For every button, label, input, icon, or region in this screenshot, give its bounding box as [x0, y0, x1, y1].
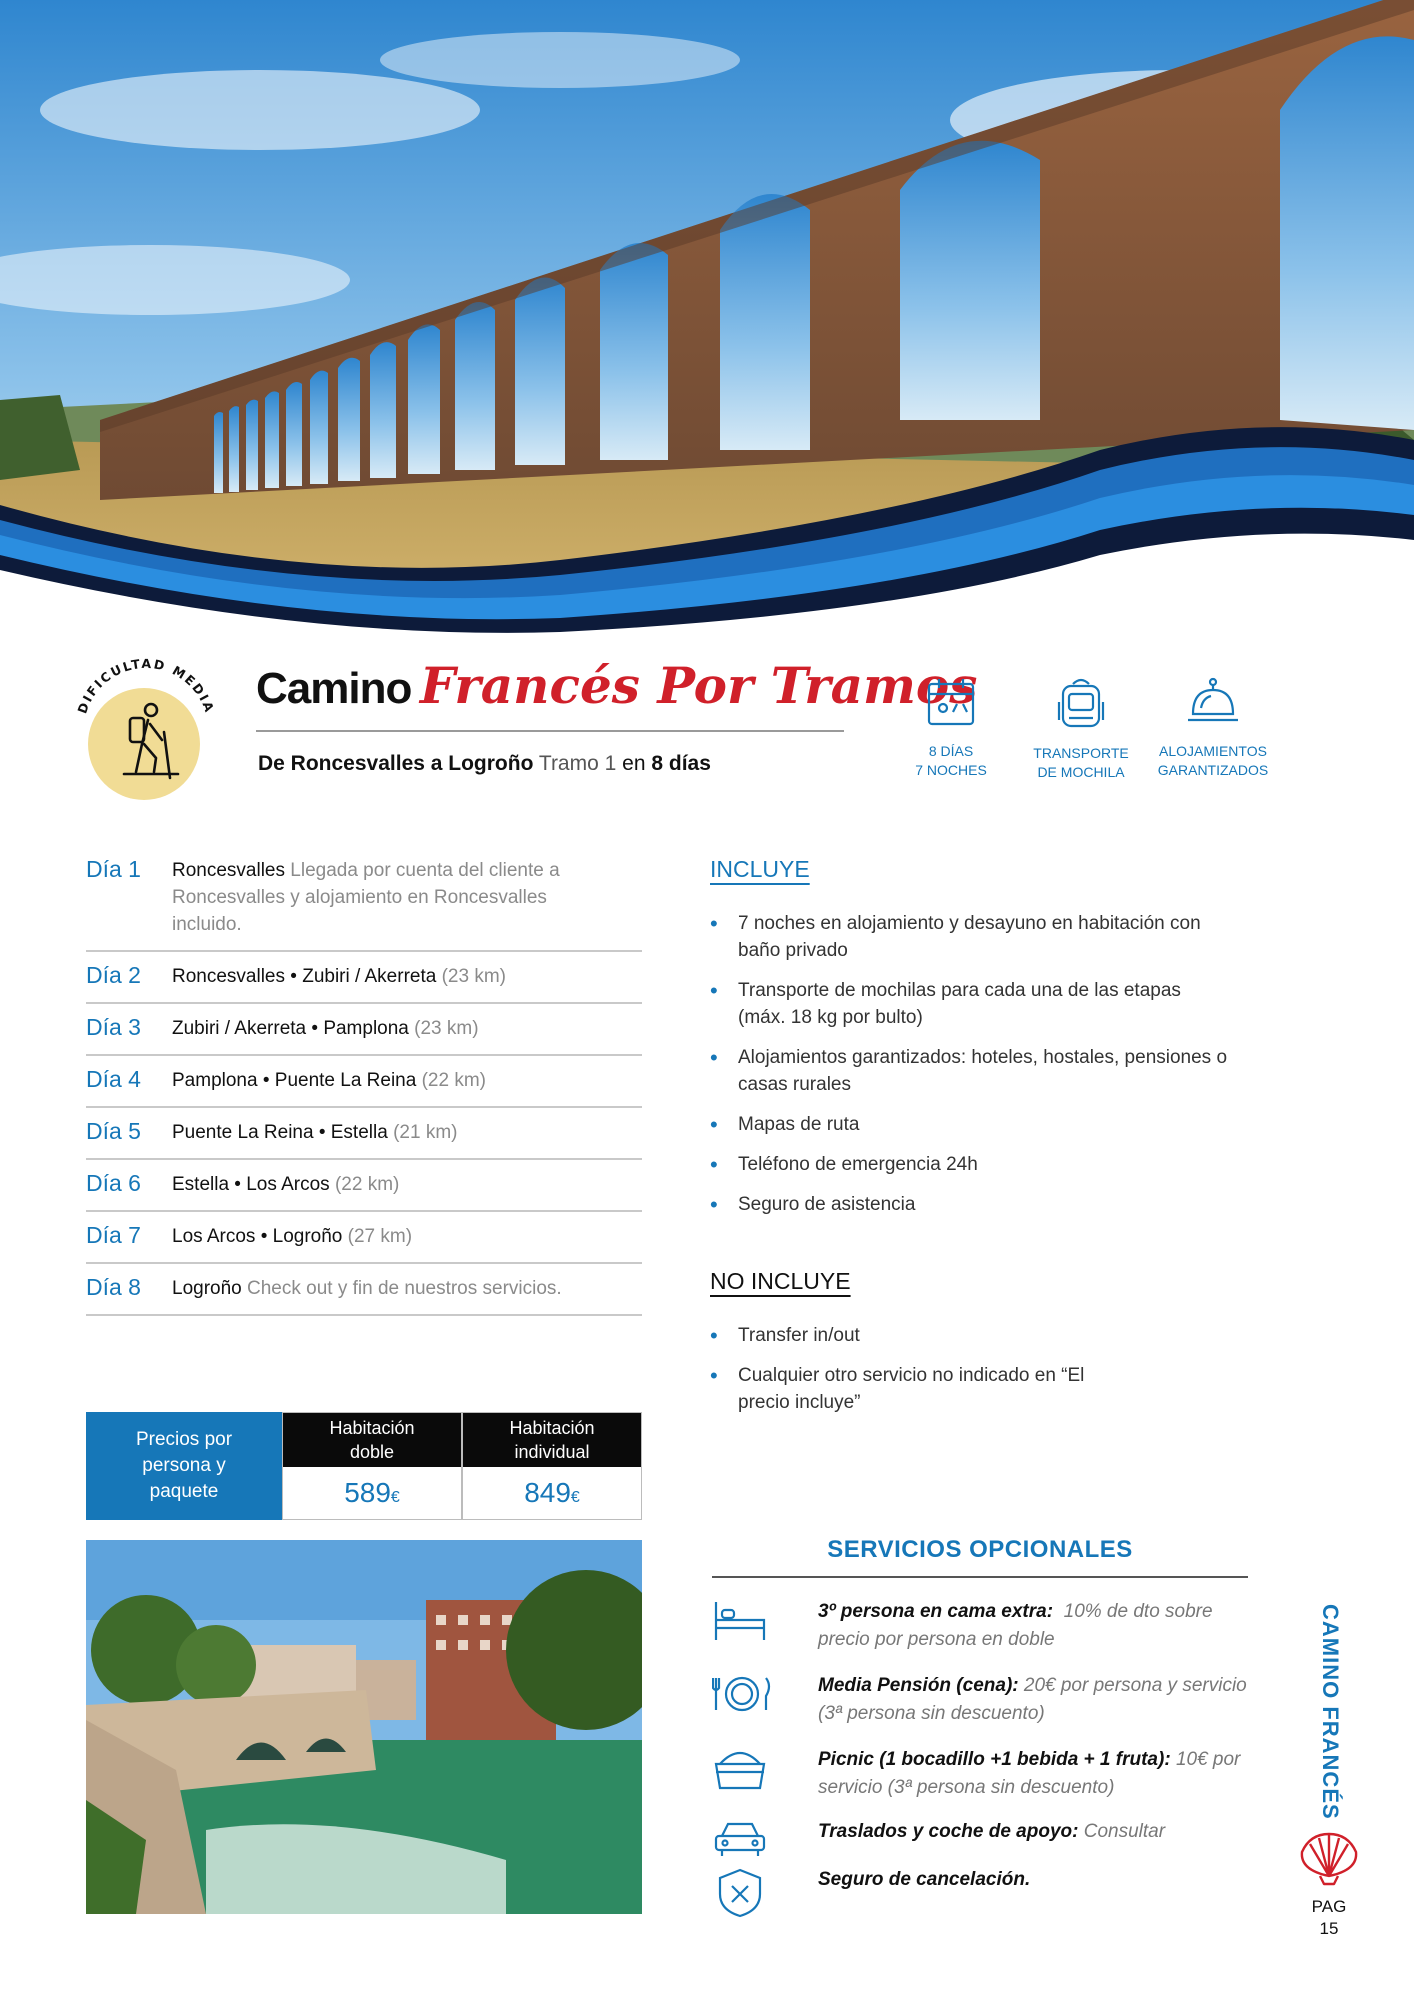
feature-lodging-line1: ALOJAMIENTOS	[1159, 743, 1267, 759]
list-item: • 7 noches en alojamiento y desayuno en habitación con baño privado	[710, 910, 1230, 964]
day-label: Día 2	[86, 962, 141, 988]
price-double-head	[283, 1413, 461, 1467]
currency-symbol: €	[390, 1489, 400, 1506]
itinerary-row	[86, 952, 642, 1004]
optional-item	[712, 1866, 1252, 1936]
day-route: Los Arcos • Logroño	[172, 1226, 343, 1247]
optional-services-divider	[712, 1576, 1248, 1578]
bridge-photo	[86, 1540, 642, 1914]
price-single-head	[463, 1413, 641, 1467]
page-title	[256, 656, 978, 736]
day-text	[172, 962, 506, 990]
day-route: Roncesvalles	[172, 860, 285, 881]
title-frances-por-tramos: Francés Por Tramos	[419, 656, 978, 715]
feature-backpack-line1: TRANSPORTE	[1033, 745, 1129, 761]
itinerary-list	[86, 852, 642, 1316]
optional-text	[818, 1746, 1252, 1802]
day-text	[172, 1274, 562, 1302]
feature-days-line1: 8 DÍAS	[928, 743, 974, 759]
not-included-list	[710, 1322, 1230, 1429]
feature-days-line2: 7 NOCHES	[915, 762, 987, 778]
side-section-label	[1300, 1604, 1360, 1820]
hero-aqueduct-photo	[0, 0, 1414, 640]
itinerary-row	[86, 1108, 642, 1160]
optional-title: Seguro de cancelación.	[818, 1869, 1031, 1890]
feature-backpack-line2: DE MOCHILA	[1037, 764, 1125, 780]
day-detail: (22 km)	[334, 1174, 400, 1195]
list-item: • Mapas de ruta	[710, 1111, 1230, 1138]
side-section-text: CAMINO FRANCÉS	[1318, 1604, 1343, 1820]
price-double	[282, 1412, 462, 1520]
price-single-value	[463, 1467, 641, 1519]
optional-title: Picnic (1 bocadillo +1 bebida + 1 fruta):	[818, 1749, 1171, 1770]
list-item: • Teléfono de emergencia 24h	[710, 1151, 1230, 1178]
page-number-value: 15	[1319, 1919, 1339, 1938]
day-detail: Llegada por cuenta del cliente a Roncesvalles y alojamiento en Roncesvalles incluido.	[172, 860, 560, 935]
page-label: PAG	[1311, 1897, 1347, 1916]
list-item: • Cualquier otro servicio no indicado en “El precio incluye”	[710, 1362, 1118, 1416]
price-single-amount: 849	[524, 1477, 571, 1508]
optional-text	[818, 1598, 1252, 1654]
optional-text	[818, 1866, 1252, 1894]
subtitle-tramo: Tramo 1	[538, 752, 617, 775]
day-detail: (23 km)	[414, 1018, 479, 1039]
optional-item	[712, 1598, 1252, 1668]
day-route: Puente La Reina • Estella	[172, 1122, 388, 1143]
itinerary-row	[86, 1160, 642, 1212]
feature-backpack	[1016, 676, 1146, 782]
day-detail: Check out y fin de nuestros servicios.	[247, 1278, 562, 1299]
optional-title: Media Pensión (cena):	[818, 1675, 1019, 1696]
price-table	[86, 1412, 642, 1520]
price-double-amount: 589	[344, 1477, 391, 1508]
day-text	[172, 1118, 457, 1146]
optional-detail: 20€ por persona y servicio (3ª persona sin descuento)	[818, 1675, 1247, 1724]
feature-lodging	[1148, 676, 1278, 780]
difficulty-label: DIFICULTAD MEDIA	[74, 655, 218, 716]
optional-text	[818, 1818, 1252, 1846]
day-text	[172, 856, 592, 938]
day-label: Día 3	[86, 1014, 141, 1040]
subtitle-en: en	[622, 752, 646, 775]
list-item: • Transporte de mochilas para cada una de las etapas (máx. 18 kg por bulto)	[710, 977, 1230, 1031]
scallop-shell-icon	[1296, 1830, 1362, 1891]
title-camino: Camino	[256, 664, 412, 713]
day-route: Roncesvalles • Zubiri / Akerreta	[172, 966, 437, 987]
calendar-icon	[926, 676, 976, 728]
price-single-head-text: Habitación individual	[509, 1418, 595, 1462]
day-route: Zubiri / Akerreta • Pamplona	[172, 1018, 409, 1039]
day-route: Logroño	[172, 1278, 242, 1299]
day-label: Día 7	[86, 1222, 141, 1248]
list-item: • Alojamientos garantizados: hoteles, hostales, pensiones o casas rurales	[710, 1044, 1230, 1098]
list-item: • Seguro de asistencia	[710, 1191, 1230, 1218]
itinerary-row	[86, 852, 642, 952]
day-detail: (27 km)	[347, 1226, 413, 1247]
itinerary-row	[86, 1056, 642, 1108]
includes-heading: INCLUYE	[710, 856, 810, 882]
price-double-value	[283, 1467, 461, 1519]
list-item: • Transfer in/out	[710, 1322, 1230, 1349]
optional-item	[712, 1746, 1252, 1816]
optional-title: Traslados y coche de apoyo:	[818, 1821, 1079, 1842]
price-label	[86, 1412, 282, 1520]
day-route: Estella • Los Arcos	[172, 1174, 330, 1195]
subtitle	[258, 752, 711, 776]
itinerary-row	[86, 1212, 642, 1264]
day-label: Día 8	[86, 1274, 141, 1300]
difficulty-badge	[66, 648, 226, 808]
optional-services-heading: SERVICIOS OPCIONALES	[827, 1536, 1133, 1563]
day-label: Día 1	[86, 856, 141, 882]
optional-detail: Consultar	[1083, 1821, 1166, 1842]
optional-title: 3º persona en cama extra:	[818, 1601, 1054, 1622]
day-text	[172, 1170, 399, 1198]
picnic-basket-icon	[712, 1746, 768, 1792]
day-text	[172, 1222, 412, 1250]
optional-detail: 10% de dto sobre precio por persona en doble	[818, 1601, 1213, 1650]
shield-icon	[712, 1866, 768, 1920]
itinerary-row	[86, 1264, 642, 1316]
page-number	[1296, 1896, 1362, 1940]
service-bell-icon	[1185, 676, 1241, 728]
day-detail: (22 km)	[421, 1070, 487, 1091]
day-label: Día 6	[86, 1170, 141, 1196]
day-route: Pamplona • Puente La Reina	[172, 1070, 417, 1091]
backpack-icon	[1055, 676, 1107, 730]
day-detail: (21 km)	[393, 1122, 458, 1143]
price-single	[462, 1412, 642, 1520]
optional-item	[712, 1672, 1252, 1742]
subtitle-route: De Roncesvalles a Logroño	[258, 752, 534, 775]
subtitle-days: 8 días	[651, 752, 711, 775]
car-icon	[712, 1818, 768, 1860]
optional-text	[818, 1672, 1252, 1728]
optional-detail: 10€ por servicio (3ª persona sin descuento)	[818, 1749, 1241, 1798]
includes-list	[710, 910, 1230, 1231]
price-double-head-text: Habitación doble	[329, 1418, 415, 1462]
day-label: Día 5	[86, 1118, 141, 1144]
day-detail: (23 km)	[441, 966, 506, 987]
feature-days	[886, 676, 1016, 780]
plate-cutlery-icon	[712, 1672, 772, 1716]
itinerary-row	[86, 1004, 642, 1056]
currency-symbol: €	[570, 1489, 580, 1506]
price-label-text: Precios por persona y paquete	[135, 1429, 233, 1502]
day-text	[172, 1066, 486, 1094]
day-label: Día 4	[86, 1066, 141, 1092]
feature-lodging-line2: GARANTIZADOS	[1157, 762, 1269, 778]
not-included-heading: NO INCLUYE	[710, 1268, 851, 1294]
day-text	[172, 1014, 479, 1042]
bed-icon	[712, 1598, 768, 1644]
title-divider	[256, 730, 844, 732]
